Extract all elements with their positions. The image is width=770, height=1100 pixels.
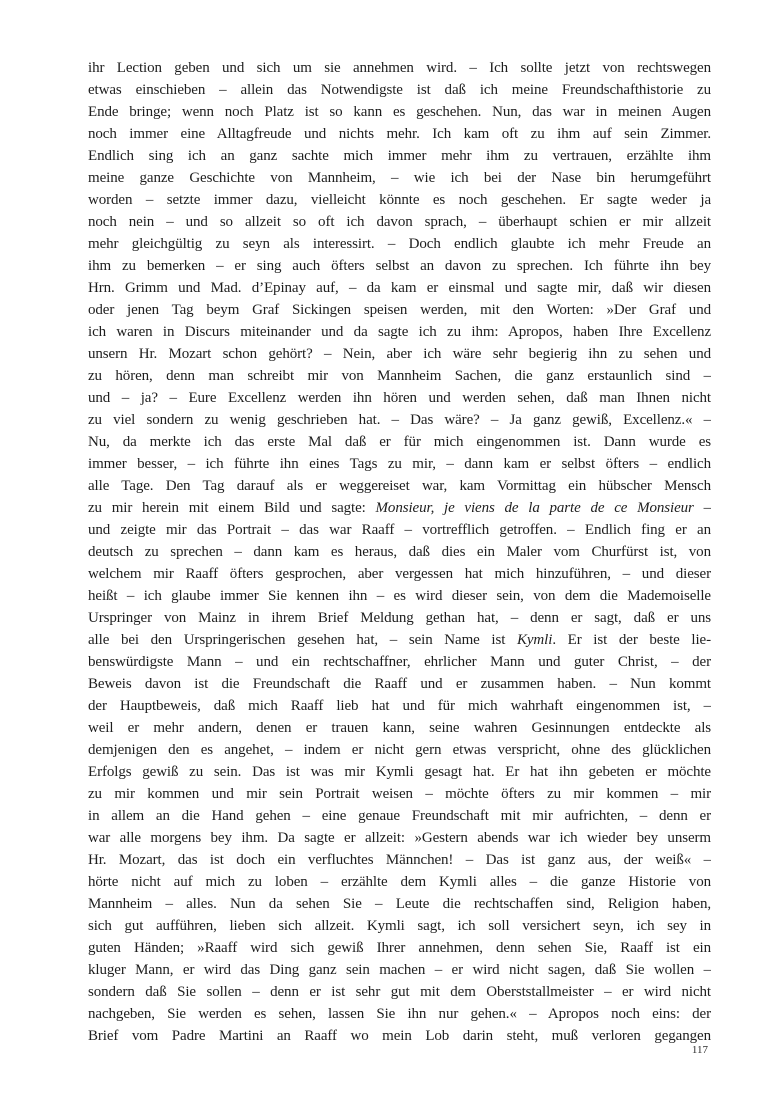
text-line [88, 79, 711, 101]
text-line [88, 211, 711, 233]
text-line [88, 739, 711, 761]
text-segment: Ende bringe; wenn noch Platz ist so kann es geschehen. Nun, das war in meinen Augen [88, 104, 711, 120]
text-segment: hörte nicht auf mich zu loben – erzählte dem Kymli alles – die ganze Historie von [88, 874, 711, 890]
text-segment: Hr. Mozart, das ist doch ein verfluchtes Männchen! – Das ist ganz aus, der weiß« – [88, 852, 711, 868]
text-segment: oder jenen Tag beym Graf Sickingen speisen werden, mit den Worten: »Der Graf und [88, 302, 711, 318]
text-line [88, 849, 711, 871]
text-segment: ich waren in Discurs miteinander und da sagte ich zu ihm: Apropos, haben Ihre Excellenz [88, 324, 711, 340]
text-segment: – [693, 500, 711, 516]
text-line [88, 101, 711, 123]
text-line [88, 827, 711, 849]
text-segment: . Er ist der beste lie- [552, 632, 711, 648]
text-segment: Urspringer von Mainz in ihrem Brief Meldung gethan hat, – denn er sagt, daß er uns [88, 610, 711, 626]
text-segment: guten Händen; »Raaff wird sich gewiß Ihrer annehmen, denn sehen Sie, Raaff ist ein [88, 940, 711, 956]
text-segment: Erfolgs gewiß zu sein. Das ist was mir Kymli gesagt hat. Er hat ihn gebeten er möchte [88, 764, 711, 780]
text-segment: der Hauptbeweis, daß mich Raaff lieb hat und für mich wahrhaft eingenommen ist, – [88, 698, 711, 714]
text-line [88, 1003, 711, 1025]
text-segment: benswürdigste Mann – und ein rechtschaffner, ehrlicher Mann und guter Christ, – der [88, 654, 711, 670]
text-segment: unsern Hr. Mozart schon gehört? – Nein, aber ich wäre sehr begierig ihn zu sehen und [88, 346, 711, 362]
text-segment: zu hören, denn man schreibt mir von Mannheim Sachen, die ganz erstaunlich sind – [88, 368, 711, 384]
text-line [88, 783, 711, 805]
text-segment: ihm zu bemerken – er sing auch öfters selbst an davon zu sprechen. Ich führte ihn bey [88, 258, 711, 274]
text-segment: weil er mehr andern, denen er trauen kann, seine wahren Gesinnungen entdeckte als [88, 720, 711, 736]
text-line [88, 673, 711, 695]
text-segment: sondern daß Sie sollen – denn er ist sehr gut mit dem Oberststallmeister – er wird nicht [88, 984, 711, 1000]
text-line [88, 321, 711, 343]
text-segment: deutsch zu sprechen – dann kam es heraus, daß dies ein Maler vom Churfürst ist, von [88, 544, 711, 560]
text-line [88, 915, 711, 937]
text-segment: zu mir kommen und mir sein Portrait weisen – möchte öfters zu mir kommen – mir [88, 786, 711, 802]
text-line [88, 145, 711, 167]
text-line [88, 937, 711, 959]
text-line [88, 475, 711, 497]
text-line [88, 299, 711, 321]
text-line [88, 343, 711, 365]
text-segment: welchem mir Raaff öfters gesprochen, aber vergessen hat mich hinzuführen, – und dieser [88, 566, 711, 582]
text-segment: mehr gleichgültig zu seyn als interessirt. – Doch endlich glaubte ich mehr Freude an [88, 236, 711, 252]
text-segment: zu mir herein mit einem Bild und sagte: [88, 500, 376, 516]
text-line [88, 57, 711, 79]
text-line [88, 805, 711, 827]
text-line [88, 629, 711, 651]
text-segment: alle bei den Urspringerischen gesehen hat, – sein Name ist [88, 632, 517, 648]
text-segment: und zeigte mir das Portrait – das war Raaff – vortrefflich getroffen. – Endlich fing er an [88, 522, 711, 538]
text-segment: immer besser, – ich führte ihn eines Tags zu mir, – dann kam er selbst öfters – endlich [88, 456, 711, 472]
text-segment: in allem an die Hand gehen – eine genaue Freundschaft mit mir aufrichten, – denn er [88, 808, 711, 824]
text-line [88, 387, 711, 409]
text-line [88, 981, 711, 1003]
text-line [88, 453, 711, 475]
text-line [88, 189, 711, 211]
text-line [88, 959, 711, 981]
page-number: 117 [691, 1044, 708, 1056]
text-line [88, 607, 711, 629]
text-block [88, 57, 711, 1047]
text-segment: sich gut aufführen, lieben sich allzeit. Kymli sagt, ich soll versichert seyn, ich sey in [88, 918, 711, 934]
italic-text-segment: Monsieur, je viens de la parte de ce Monsieur [375, 500, 694, 516]
text-segment: Beweis davon ist die Freundschaft die Raaff und er zusammen haben. – Nun kommt [88, 676, 711, 692]
text-segment: Brief vom Padre Martini an Raaff wo mein Lob darin steht, muß verloren gegangen [88, 1028, 711, 1044]
text-line [88, 277, 711, 299]
text-line [88, 409, 711, 431]
text-segment: etwas einschieben – allein das Notwendigste ist daß ich meine Freundschafthistorie zu [88, 82, 711, 98]
text-line [88, 761, 711, 783]
text-line [88, 123, 711, 145]
text-segment: ihr Lection geben und sich um sie annehmen wird. – Ich sollte jetzt von rechtswegen [88, 60, 711, 76]
text-line [88, 431, 711, 453]
text-segment: noch nein – und so allzeit so oft ich davon sprach, – überhaupt schien er mir allzeit [88, 214, 711, 230]
text-segment: noch immer eine Alltagfreude und nichts mehr. Ich kam oft zu ihm auf sein Zimmer. [88, 126, 711, 142]
text-line [88, 233, 711, 255]
text-line [88, 893, 711, 915]
text-line [88, 519, 711, 541]
text-line [88, 695, 711, 717]
text-segment: worden – setzte immer dazu, vielleicht könnte es noch geschehen. Er sagte weder ja [88, 192, 711, 208]
text-line [88, 871, 711, 893]
text-segment: Nu, da merkte ich das erste Mal daß er für mich eingenommen ist. Dann wurde es [88, 434, 711, 450]
text-segment: heißt – ich glaube immer Sie kennen ihn – es wird dieser sein, von dem die Mademoiselle [88, 588, 711, 604]
text-segment: und – ja? – Eure Excellenz werden ihn hören und werden sehen, daß man Ihnen nicht [88, 390, 711, 406]
text-segment: zu viel sondern zu wenig geschrieben hat. – Das wäre? – Ja ganz gewiß, Excellenz.« – [88, 412, 711, 428]
text-segment: alle Tage. Den Tag darauf als er weggereiset war, kam Vormittag ein hübscher Mensch [88, 478, 711, 494]
text-line [88, 497, 711, 519]
text-segment: meine ganze Geschichte von Mannheim, – wie ich bei der Nase bin herumgeführt [88, 170, 711, 186]
text-segment: kluger Mann, er wird das Ding ganz sein machen – er wird nicht sagen, daß Sie wollen – [88, 962, 711, 978]
text-line [88, 167, 711, 189]
text-line [88, 541, 711, 563]
text-segment: nachgeben, Sie werden es sehen, lassen Sie ihn nur gehen.« – Apropos noch eins: der [88, 1006, 711, 1022]
text-segment: Endlich sing ich an ganz sachte mich immer mehr ihm zu vertrauen, erzählte ihm [88, 148, 711, 164]
text-line [88, 717, 711, 739]
text-line [88, 255, 711, 277]
text-segment: war alle morgens bey ihm. Da sagte er allzeit: »Gestern abends war ich wieder bey unserm [88, 830, 711, 846]
text-segment: Mannheim – alles. Nun da sehen Sie – Leute die rechtschaffen sind, Religion haben, [88, 896, 711, 912]
text-line [88, 651, 711, 673]
text-line [88, 365, 711, 387]
text-line [88, 563, 711, 585]
text-segment: Hrn. Grimm und Mad. d’Epinay auf, – da kam er einsmal und sagte mir, daß wir diesen [88, 280, 711, 296]
text-segment: demjenigen den es angehet, – indem er nicht gern etwas verspricht, ohne des glücklichen [88, 742, 711, 758]
text-line [88, 585, 711, 607]
italic-text-segment: Kymli [516, 632, 553, 648]
